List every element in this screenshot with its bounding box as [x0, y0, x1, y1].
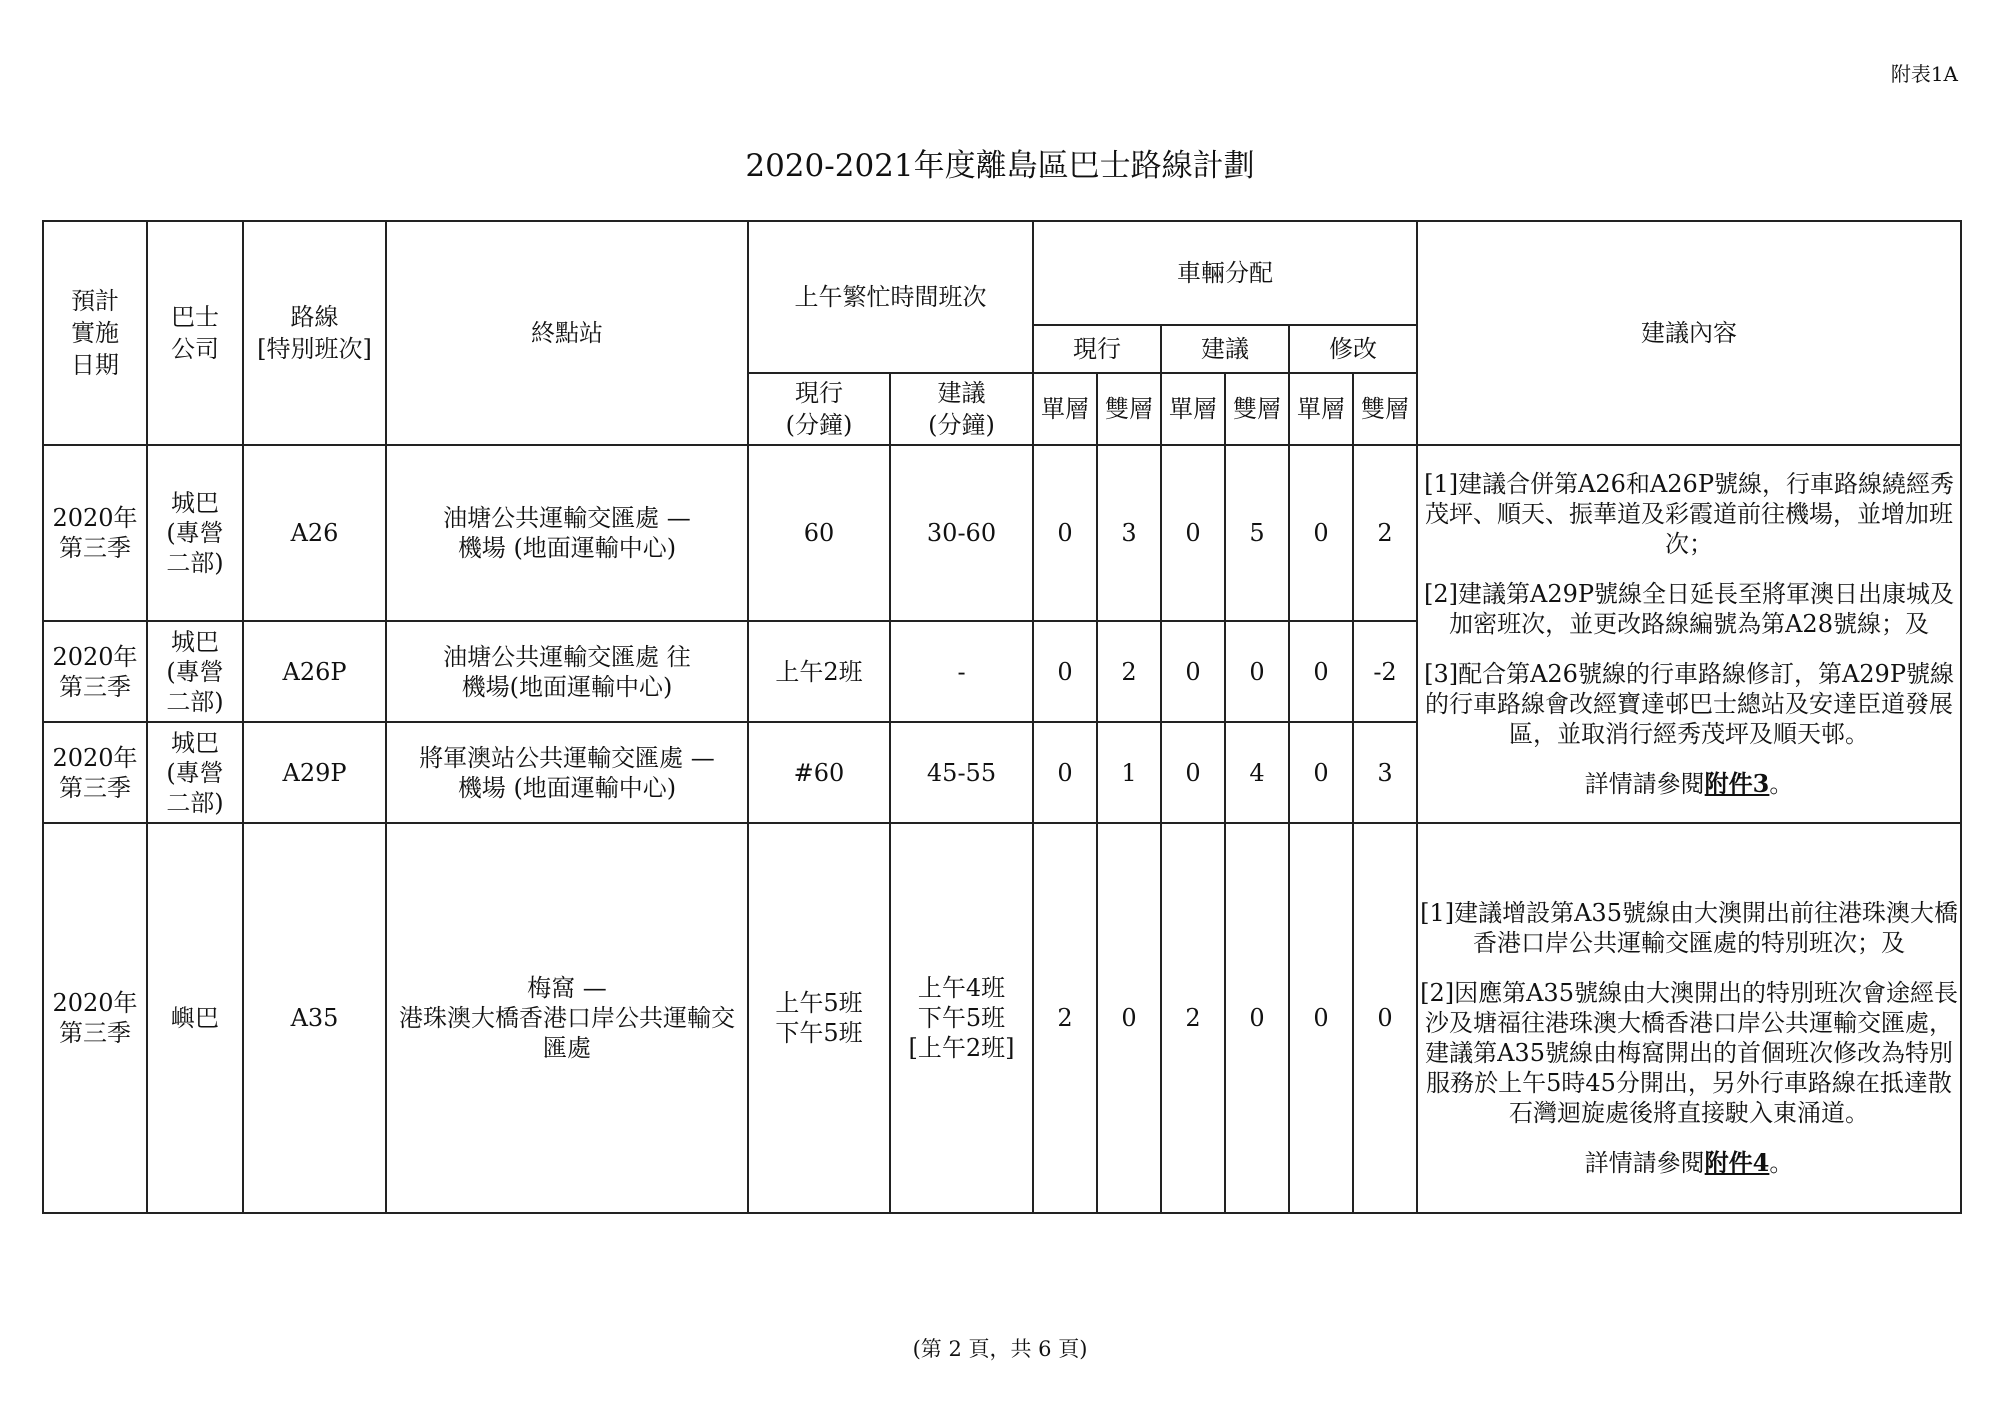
cell-vehicle: 0	[1353, 823, 1417, 1213]
header-route: 路線 [特別班次]	[243, 221, 386, 445]
cell-date: 2020年 第三季	[43, 722, 147, 823]
header-date: 預計 實施 日期	[43, 221, 147, 445]
cell-route: A29P	[243, 722, 386, 823]
cell-terminus: 油塘公共運輸交匯處 — 機場 (地面運輸中心)	[386, 445, 748, 621]
header-single: 單層	[1033, 373, 1097, 445]
cell-vehicle: 0	[1161, 722, 1225, 823]
cell-vehicle: 2	[1097, 621, 1161, 722]
cell-vehicle: 0	[1225, 823, 1289, 1213]
header-company: 巴士 公司	[147, 221, 243, 445]
cell-vehicle: 3	[1097, 445, 1161, 621]
header-freq-current: 現行 (分鐘)	[748, 373, 890, 445]
page-footer: (第 2 頁，共 6 頁)	[912, 1337, 1088, 1361]
header-veh-change: 修改	[1289, 325, 1417, 373]
annex-label: 附表1A	[1890, 62, 1958, 86]
header-double: 雙層	[1097, 373, 1161, 445]
route-plan-table	[42, 220, 1962, 1214]
cell-vehicle: 0	[1097, 823, 1161, 1213]
cell-date: 2020年 第三季	[43, 445, 147, 621]
annex-reference-link[interactable]: 附件3	[1704, 769, 1770, 798]
page-title: 2020-2021年度離島區巴士路線計劃	[745, 148, 1255, 184]
cell-route: A26P	[243, 621, 386, 722]
cell-vehicle: 3	[1353, 722, 1417, 823]
cell-freq-proposed: 上午4班 下午5班 [上午2班]	[890, 823, 1033, 1213]
cell-vehicle: 0	[1033, 621, 1097, 722]
cell-freq-proposed: 30-60	[890, 445, 1033, 621]
table-row	[43, 823, 1961, 1213]
cell-vehicle: 0	[1161, 621, 1225, 722]
cell-freq-proposed: 45-55	[890, 722, 1033, 823]
cell-terminus: 梅窩 — 港珠澳大橋香港口岸公共運輸交 匯處	[386, 823, 748, 1213]
cell-vehicle: 0	[1289, 445, 1353, 621]
cell-date: 2020年 第三季	[43, 621, 147, 722]
cell-freq-current: 上午5班 下午5班	[748, 823, 890, 1213]
header-vehicle: 車輛分配	[1033, 221, 1417, 325]
cell-vehicle: 0	[1225, 621, 1289, 722]
cell-vehicle: 0	[1161, 445, 1225, 621]
cell-vehicle: -2	[1353, 621, 1417, 722]
cell-vehicle: 2	[1161, 823, 1225, 1213]
cell-company: 城巴 (專營 二部)	[147, 621, 243, 722]
cell-freq-proposed: -	[890, 621, 1033, 722]
cell-vehicle: 1	[1097, 722, 1161, 823]
cell-vehicle: 0	[1289, 621, 1353, 722]
cell-date: 2020年 第三季	[43, 823, 147, 1213]
cell-terminus: 油塘公共運輸交匯處 往 機場(地面運輸中心)	[386, 621, 748, 722]
cell-freq-current: #60	[748, 722, 890, 823]
header-veh-current: 現行	[1033, 325, 1161, 373]
header-double: 雙層	[1353, 373, 1417, 445]
cell-vehicle: 4	[1225, 722, 1289, 823]
cell-freq-current: 60	[748, 445, 890, 621]
cell-route: A35	[243, 823, 386, 1213]
cell-company: 嶼巴	[147, 823, 243, 1213]
cell-route: A26	[243, 445, 386, 621]
header-proposal: 建議內容	[1417, 221, 1961, 445]
cell-freq-current: 上午2班	[748, 621, 890, 722]
header-frequency: 上午繁忙時間班次	[748, 221, 1033, 373]
annex-reference-link[interactable]: 附件4	[1704, 1148, 1770, 1177]
table-row	[43, 445, 1961, 621]
cell-vehicle: 2	[1033, 823, 1097, 1213]
cell-vehicle: 2	[1353, 445, 1417, 621]
cell-proposal: [1]建議增設第A35號線由大澳開出前往港珠澳大橋香港口岸公共運輸交匯處的特別班次；及 [2]因應第A35號線由大澳開出的特別班次會途經長沙及塘福往港珠澳大橋香港口岸公共運輸交匯處，建議第A35號線由梅窩開出的首個班次修改為特別服務於上午5時45分開出，另外行車路線在抵達散石灣迴旋處後將直接駛入東涌道。 詳情請參閱附件4。	[1417, 823, 1961, 1213]
cell-vehicle: 0	[1289, 722, 1353, 823]
cell-proposal: [1]建議合併第A26和A26P號線，行車路線繞經秀茂坪、順天、振華道及彩霞道前往機場，並增加班次； [2]建議第A29P號線全日延長至將軍澳日出康城及加密班次，並更改路線編號為第A28號線；及 [3]配合第A26號線的行車路線修訂，第A29P號線的行車路線會改經寶達邨巴士總站及安達臣道發展區，並取消行經秀茂坪及順天邨。 詳情請參閱附件3。	[1417, 445, 1961, 823]
cell-vehicle: 0	[1033, 722, 1097, 823]
header-freq-proposed: 建議 (分鐘)	[890, 373, 1033, 445]
header-single: 單層	[1289, 373, 1353, 445]
cell-terminus: 將軍澳站公共運輸交匯處 — 機場 (地面運輸中心)	[386, 722, 748, 823]
cell-company: 城巴 (專營 二部)	[147, 445, 243, 621]
header-veh-proposed: 建議	[1161, 325, 1289, 373]
cell-vehicle: 0	[1033, 445, 1097, 621]
cell-vehicle: 0	[1289, 823, 1353, 1213]
cell-company: 城巴 (專營 二部)	[147, 722, 243, 823]
header-single: 單層	[1161, 373, 1225, 445]
header-terminus: 終點站	[386, 221, 748, 445]
header-double: 雙層	[1225, 373, 1289, 445]
cell-vehicle: 5	[1225, 445, 1289, 621]
